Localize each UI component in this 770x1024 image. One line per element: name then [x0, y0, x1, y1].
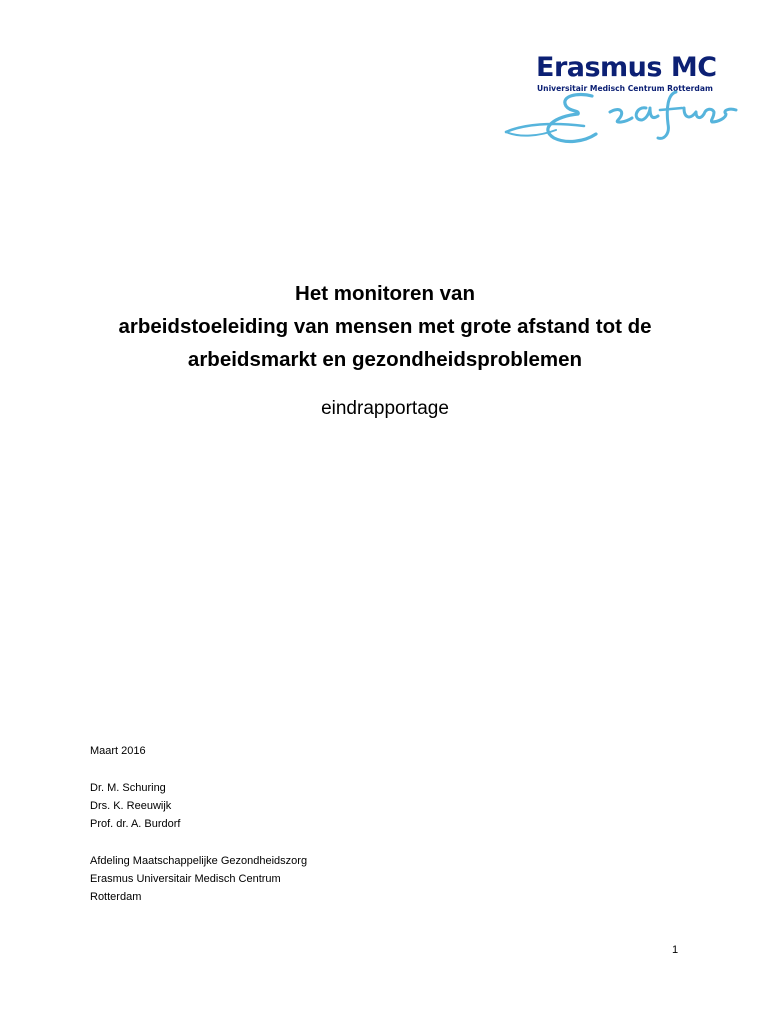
author-name: Drs. K. Reeuwijk	[90, 800, 172, 812]
author-list	[90, 779, 181, 833]
author-name: Prof. dr. A. Burdorf	[90, 818, 181, 830]
affiliation-line: Rotterdam	[90, 891, 142, 903]
affiliation-line: Afdeling Maatschappelijke Gezondheidszorg	[90, 855, 308, 867]
document-subtitle: eindrapportage	[321, 398, 449, 419]
title-line: arbeidsmarkt en gezondheidsproblemen	[187, 348, 583, 371]
erasmus-mc-logo	[500, 50, 740, 160]
logo-name: Erasmus MC	[536, 52, 717, 83]
title-line: arbeidstoeleiding van mensen met grote afstand tot de	[118, 315, 652, 338]
page-number: 1	[672, 944, 679, 956]
document-title	[0, 277, 770, 376]
author-name: Dr. M. Schuring	[90, 782, 166, 794]
affiliation-block	[90, 852, 307, 906]
logo-subtitle: Universitair Medisch Centrum Rotterdam	[537, 84, 713, 93]
document-date: Maart 2016	[90, 745, 146, 757]
erasmus-signature-icon	[500, 88, 740, 160]
title-line: Het monitoren van	[295, 282, 475, 305]
affiliation-line: Erasmus Universitair Medisch Centrum	[90, 873, 281, 885]
